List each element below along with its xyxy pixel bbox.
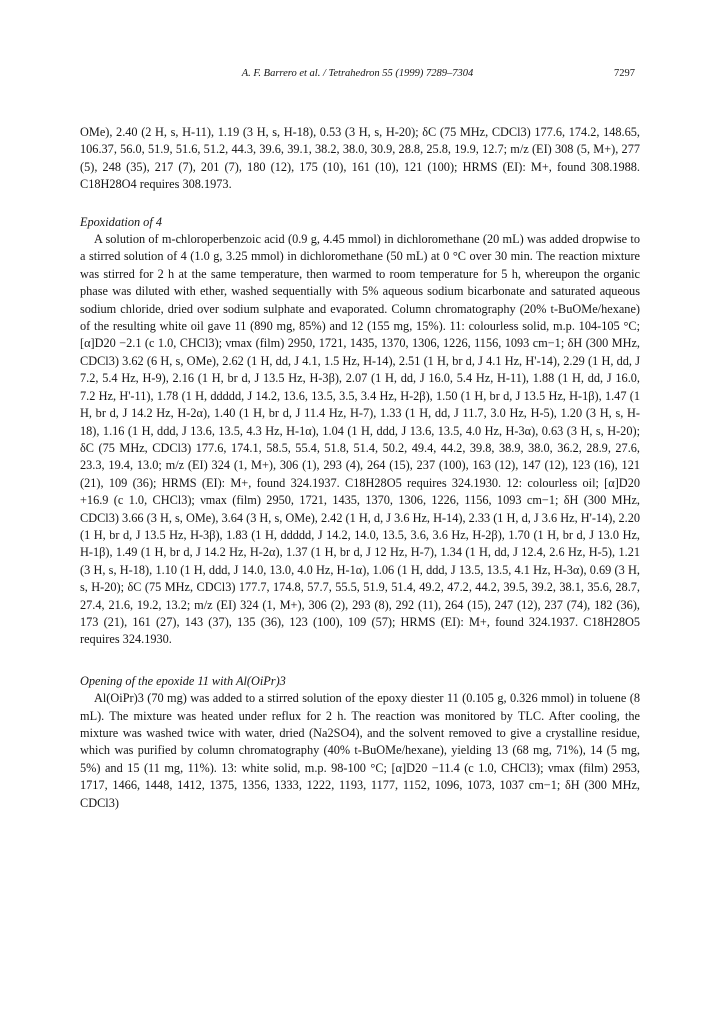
article-body [80,124,640,812]
running-title: A. F. Barrero et al. / Tetrahedron 55 (1999) 7289–7304 [241,68,474,79]
paragraph-epoxidation-procedure: A solution of m-chloroperbenzoic acid (0.9 g, 4.45 mmol) in dichloromethane (20 mL) was added dropwise to a stirred solution of 4 (1.0 g, 3.25 mmol) in dichloromethane (50 mL) at 0 °C over 30 min. The reaction mixture was stirred for 2 h at the same temperature, then warmed to room temperature for 5 h, whereupon the organic phase was diluted with ether, washed sequentially with 5% aqueous sodium bicarbonate and saturated aqueous sodium chloride, dried over sodium sulphate and evaporated. Column chromatography (20% t-BuOMe/hexane) of the resulting white oil gave 11 (890 mg, 85%) and 12 (155 mg, 15%). 11: colourless solid, m.p. 104-105 °C; [α]D20 −2.1 (c 1.0, CHCl3); νmax (film) 2950, 1721, 1435, 1370, 1306, 1226, 1156, 1093 cm−1; δH (300 MHz, CDCl3) 3.62 (6 H, s, OMe), 2.62 (1 H, dd, J 4.1, 1.5 Hz, H-14), 2.51 (1 H, br d, J 4.1 Hz, H'-14), 2.29 (1 H, dd, J 7.2, 5.4 Hz, H-9), 2.16 (1 H, br d, J 13.5 Hz, H-3β), 2.07 (1 H, dd, J 16.0, 5.4 Hz, H-11), 1.88 (1 H, dd, J 16.0, 7.2 Hz, H'-11), 1.78 (1 H, ddddd, J 14.2, 13.6, 13.5, 3.5, 3.4 Hz, H-2β), 1.50 (1 H, br d, J 13.5 Hz, H-1β), 1.47 (1 H, br d, J 14.2 Hz, H-2α), 1.40 (1 H, br d, J 11.4 Hz, H-7), 1.33 (1 H, dd, J 11.7, 3.0 Hz, H-5), 1.20 (3 H, s, H-18), 1.16 (1 H, ddd, J 13.6, 13.5, 4.3 Hz, H-1α), 1.04 (1 H, ddd, J 13.6, 13.5, 4.0 Hz, H-3α), 0.63 (3 H, s, H-20); δC (75 MHz, CDCl3) 177.6, 174.1, 58.5, 55.4, 51.8, 51.4, 50.2, 49.4, 44.2, 39.8, 38.9, 38.0, 36.2, 28.9, 27.6, 23.3, 19.4, 13.0; m/z (EI) 324 (1, M+), 306 (1), 293 (4), 264 (15), 237 (100), 163 (12), 147 (12), 123 (16), 121 (21), 109 (36); HRMS (EI): M+, found 324.1937. C18H28O5 requires 324.1930. 12: colourless oil; [α]D20 +16.9 (c 1.0, CHCl3); νmax (film) 2950, 1721, 1435, 1370, 1306, 1226, 1156, 1093 cm−1; δH (300 MHz, CDCl3) 3.66 (3 H, s, OMe), 3.64 (3 H, s, OMe), 2.42 (1 H, d, J 3.6 Hz, H-14), 2.33 (1 H, d, J 3.6 Hz, H'-14), 2.20 (1 H, br d, J 13.5 Hz, H-3β), 1.83 (1 H, ddddd, J 14.2, 14.0, 13.5, 3.6, 3.6 Hz, H-2β), 1.70 (1 H, br d, J 13.0 Hz, H-1β), 1.49 (1 H, br d, J 14.2 Hz, H-2α), 1.37 (1 H, br d, J 12 Hz, H-7), 1.34 (1 H, dd, J 12.4, 2.6 Hz, H-5), 1.21 (3 H, s, H-18), 1.10 (1 H, ddd, J 14.0, 13.0, 4.0 Hz, H-1α), 1.06 (1 H, ddd, J 13.5, 13.5, 4.1 Hz, H-3α), 0.69 (3 H, s, H-20); δC (75 MHz, CDCl3) 177.7, 174.8, 57.7, 55.5, 51.9, 51.4, 49.2, 47.2, 44.2, 39.5, 39.2, 38.1, 35.6, 28.7, 27.4, 21.6, 19.2, 13.2; m/z (EI) 324 (1, M+), 306 (2), 293 (8), 292 (11), 264 (15), 247 (12), 237 (74), 182 (36), 173 (21), 161 (27), 143 (37), 135 (36), 123 (100), 109 (57); HRMS (EI): M+, found 324.1937. C18H28O5 requires 324.1930. [80,232,640,647]
paragraph-epoxide-opening-procedure: Al(OiPr)3 (70 mg) was added to a stirred solution of the epoxy diester 11 (0.105 g, 0.326 mmol) in toluene (8 mL). The mixture was heated under reflux for 2 h. The reaction was monitored by TLC. After cooling, the mixture was washed twice with water, dried (Na2SO4), and the solvent removed to give a crystalline residue, which was purified by column chromatography (40% t-BuOMe/hexane), yielding 13 (68 mg, 71%), 14 (5 mg, 5%) and 15 (11 mg, 11%). 13: white solid, m.p. 98-100 °C; [α]D20 −11.4 (c 1.0, CHCl3); νmax (film) 2953, 1717, 1466, 1448, 1412, 1375, 1356, 1333, 1222, 1193, 1177, 1152, 1096, 1073, 1037 cm−1; δH (300 MHz, CDCl3) [80,691,640,810]
section-heading-epoxide-opening: Opening of the epoxide 11 with Al(OiPr)3 [80,673,286,688]
page-header [80,68,635,86]
paragraph-spectral-data-continued: OMe), 2.40 (2 H, s, H-11), 1.19 (3 H, s, H-18), 0.53 (3 H, s, H-20); δC (75 MHz, CDCl3) 177.6, 174.2, 148.65, 106.37, 56.0, 51.9, 51.6, 51.2, 44.3, 39.6, 39.1, 38.2, 38.0, 30.9, 28.8, 25.8, 19.9, 12.7; m/z (EI) 308 (5, M+), 277 (5), 248 (35), 217 (7), 201 (7), 180 (12), 175 (10), 161 (10), 121 (100); HRMS (EI): M+, found 308.1988. C18H28O4 requires 308.1973. [80,125,640,192]
section-heading-epoxidation: Epoxidation of 4 [80,214,162,229]
page-number: 7297 [614,68,635,79]
